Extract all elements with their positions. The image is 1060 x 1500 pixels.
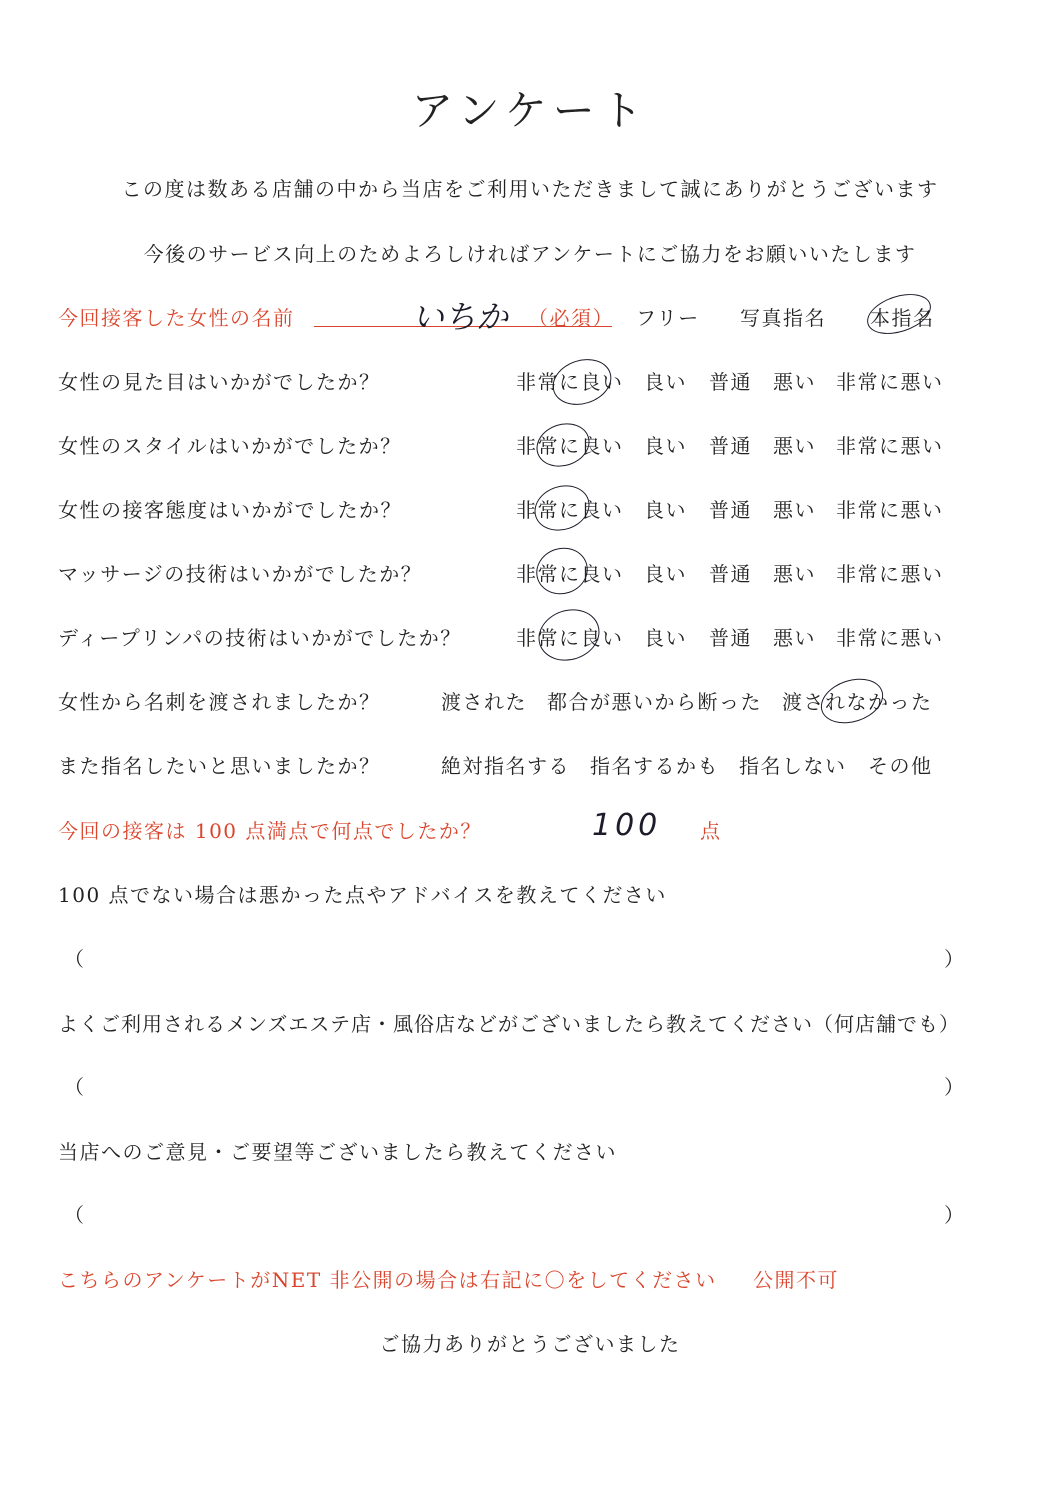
rating-option-very-bad[interactable]: 非常に悪い: [836, 370, 944, 394]
question-style: 女性のスタイルはいかがでしたか？: [58, 434, 402, 458]
selected-circle-mark: [529, 478, 596, 537]
score-question: 今回の接客は 100 点満点で何点でしたか？: [58, 819, 482, 843]
score-unit: 点: [700, 819, 722, 843]
rating-option-bad[interactable]: 悪い: [773, 434, 816, 458]
other-shops-prompt: よくご利用されるメンズエステ店・風俗店などがございましたら教えてください（何店舗でも）: [58, 1012, 960, 1036]
rating-option-good[interactable]: 良い: [644, 370, 687, 394]
selected-circle-mark: [532, 602, 606, 669]
selected-circle-mark: [862, 287, 936, 342]
rating-option-good[interactable]: 良い: [644, 434, 687, 458]
rating-option-average[interactable]: 普通: [709, 498, 752, 522]
selected-circle-mark: [815, 671, 889, 731]
feedback-paren-close: ）: [944, 1203, 964, 1227]
other-shops-paren-open: （: [64, 1075, 84, 1099]
option-maybe-nominate[interactable]: 指名するかも: [590, 754, 719, 778]
feedback-paren-open: （: [64, 1203, 84, 1227]
selected-circle-mark: [547, 352, 618, 412]
option-not-nominate[interactable]: 指名しない: [739, 754, 847, 778]
option-free[interactable]: フリー: [636, 306, 700, 330]
question-attitude: 女性の接客態度はいかがでしたか？: [58, 498, 402, 522]
selected-circle-mark: [531, 417, 595, 474]
rating-option-good[interactable]: 良い: [644, 626, 687, 650]
rating-option-average[interactable]: 普通: [709, 434, 752, 458]
option-definitely-nominate[interactable]: 絶対指名する: [441, 754, 570, 778]
handwritten-score: 100: [592, 808, 662, 843]
advice-prompt: 100 点でない場合は悪かった点やアドバイスを教えてください: [58, 883, 667, 907]
question-appearance: 女性の見た目はいかがでしたか？: [58, 370, 381, 394]
rating-option-very-bad[interactable]: 非常に悪い: [836, 498, 944, 522]
option-card-not-received[interactable]: 渡されなかった: [782, 690, 933, 714]
question-nominate-again: また指名したいと思いましたか？: [58, 754, 381, 778]
option-not-public[interactable]: 公開不可: [753, 1268, 839, 1292]
rating-option-very-good[interactable]: 非常に良い: [516, 626, 624, 650]
rating-option-very-bad[interactable]: 非常に悪い: [836, 562, 944, 586]
rating-option-very-bad[interactable]: 非常に悪い: [836, 626, 944, 650]
rating-option-average[interactable]: 普通: [709, 562, 752, 586]
option-photo-nomination[interactable]: 写真指名: [740, 306, 826, 330]
question-business-card: 女性から名刺を渡されましたか？: [58, 690, 381, 714]
thanks-message: ご協力ありがとうございました: [379, 1332, 681, 1356]
rating-option-very-bad[interactable]: 非常に悪い: [836, 434, 944, 458]
advice-paren-open: （: [64, 947, 84, 971]
intro-line-1: この度は数ある店舗の中から当店をご利用いただきまして誠にありがとうございます: [121, 177, 939, 201]
rating-option-very-good[interactable]: 非常に良い: [516, 498, 624, 522]
rating-option-bad[interactable]: 悪い: [773, 626, 816, 650]
selected-circle-mark: [530, 541, 594, 601]
rating-option-average[interactable]: 普通: [709, 370, 752, 394]
rating-option-bad[interactable]: 悪い: [773, 370, 816, 394]
intro-line-2: 今後のサービス向上のためよろしければアンケートにご協力をお願いいたします: [143, 242, 917, 266]
question-deep-lymph: ディープリンパの技術はいかがでしたか？: [58, 626, 462, 650]
net-private-notice: こちらのアンケートがNET 非公開の場合は右記に〇をしてください: [58, 1268, 717, 1292]
page-title: アンケート: [411, 86, 649, 135]
other-shops-paren-close: ）: [944, 1075, 964, 1099]
rating-option-good[interactable]: 良い: [644, 498, 687, 522]
rating-option-bad[interactable]: 悪い: [773, 562, 816, 586]
rating-option-very-good[interactable]: 非常に良い: [516, 370, 624, 394]
rating-option-very-good[interactable]: 非常に良い: [516, 562, 624, 586]
required-tag: （必須）: [528, 306, 614, 330]
option-other[interactable]: その他: [868, 754, 933, 778]
question-massage: マッサージの技術はいかがでしたか？: [58, 562, 423, 586]
advice-paren-close: ）: [944, 947, 964, 971]
option-card-received[interactable]: 渡された: [441, 690, 527, 714]
name-question-label: 今回接客した女性の名前: [58, 306, 295, 330]
feedback-prompt: 当店へのご意見・ご要望等ございましたら教えてください: [58, 1140, 617, 1164]
rating-option-bad[interactable]: 悪い: [773, 498, 816, 522]
rating-option-average[interactable]: 普通: [709, 626, 752, 650]
option-main-nomination[interactable]: 本指名: [870, 306, 935, 330]
rating-option-very-good[interactable]: 非常に良い: [516, 434, 624, 458]
handwritten-name: いちか: [412, 298, 509, 336]
rating-option-good[interactable]: 良い: [644, 562, 687, 586]
option-card-declined[interactable]: 都合が悪いから断った: [547, 690, 762, 714]
